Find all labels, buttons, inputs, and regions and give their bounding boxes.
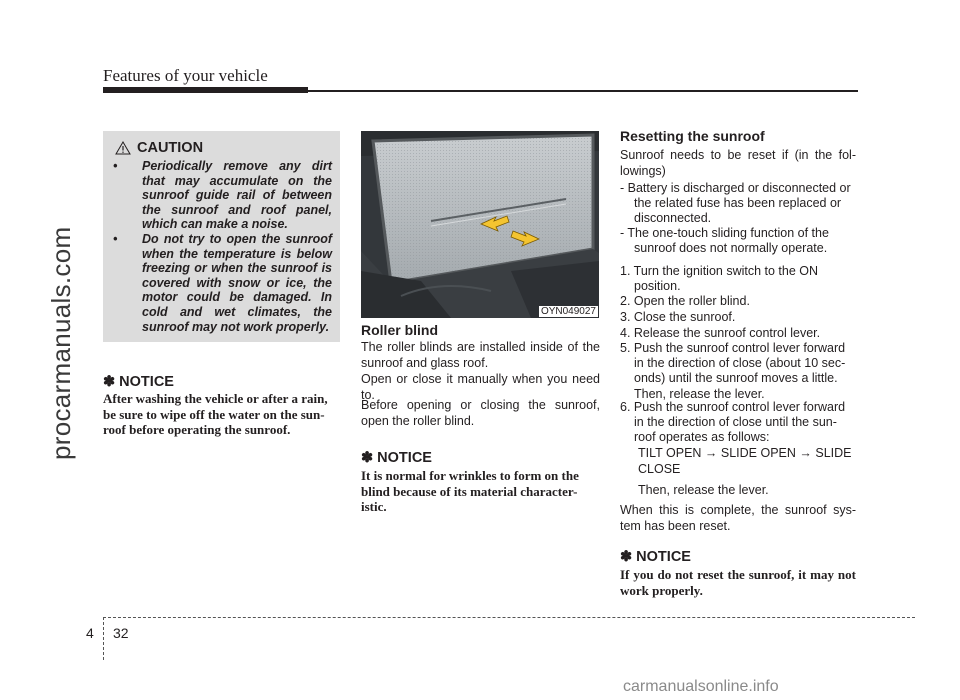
resetting-sequence: TILT OPEN → SLIDE OPEN → SLIDE CLOSE bbox=[638, 446, 852, 476]
notice-title-middle: ✽ NOTICE bbox=[361, 450, 432, 466]
chapter-number: 4 bbox=[86, 625, 94, 641]
notice-body-middle: It is normal for wrinkles to form on the blind because of its material character-istic. bbox=[361, 468, 579, 514]
roller-blind-paragraph: Open or close it manually when you need to. bbox=[361, 372, 600, 402]
notice-body-left: After washing the vehicle or after a rain, be sure to wipe off the water on the sun-roof before operating the sunroof. bbox=[103, 391, 328, 437]
caution-box bbox=[103, 131, 340, 342]
bullet-glyph: • bbox=[113, 231, 118, 246]
resetting-conclusion: When this is complete, the sunroof sys-tem has been reset. bbox=[620, 503, 856, 533]
header-rule-thick bbox=[103, 87, 308, 93]
caution-header bbox=[115, 140, 340, 156]
resetting-step: 3. Close the sunroof. bbox=[620, 310, 736, 324]
caution-list bbox=[103, 159, 340, 334]
resetting-title: Resetting the sunroof bbox=[620, 128, 765, 144]
resetting-release: Then, release the lever. bbox=[638, 483, 769, 497]
resetting-intro: Sunroof needs to be reset if (in the fol-lowings) bbox=[620, 148, 856, 178]
resetting-condition: - Battery is discharged or disconnected or the related fuse has been replaced or disconnected. bbox=[620, 181, 851, 226]
notice-body-right: If you do not reset the sunroof, it may not work properly. bbox=[620, 567, 856, 598]
sunroof-interior-illustration bbox=[361, 131, 599, 318]
caution-item bbox=[113, 232, 332, 334]
caution-title: CAUTION bbox=[137, 140, 204, 156]
watermark-side: procarmanuals.com bbox=[46, 226, 76, 460]
resetting-step: 5. Push the sunroof control lever forward in the direction of close (about 10 sec-onds) until the sunroof moves a little. Then, release the lever. bbox=[620, 341, 846, 401]
footer-rule bbox=[103, 617, 915, 618]
caution-item-text: Do not try to open the sunroof when the temperature is below freezing or when the sunroof is covered with snow or ice, the motor could be damaged. In cold and wet climates, the sunroof may not work properly. bbox=[142, 231, 332, 334]
roller-blind-paragraph: The roller blinds are installed inside of the sunroof and glass roof. bbox=[361, 340, 600, 370]
page-header-title: Features of your vehicle bbox=[103, 66, 268, 85]
roller-blind-title: Roller blind bbox=[361, 322, 438, 338]
footer-divider bbox=[103, 617, 104, 660]
resetting-step: 1. Turn the ignition switch to the ON position. bbox=[620, 264, 819, 294]
notice-title-left: ✽ NOTICE bbox=[103, 374, 174, 390]
resetting-step: 6. Push the sunroof control lever forward in the direction of close until the sun-roof operates as follows: bbox=[620, 400, 846, 445]
page-number: 32 bbox=[113, 625, 129, 641]
warning-triangle-icon bbox=[115, 141, 131, 155]
resetting-step: 2. Open the roller blind. bbox=[620, 294, 750, 308]
resetting-step: 4. Release the sunroof control lever. bbox=[620, 326, 821, 340]
header-rule-thin bbox=[308, 90, 858, 92]
roller-blind-paragraph: Before opening or closing the sunroof, open the roller blind. bbox=[361, 398, 600, 428]
resetting-condition: - The one-touch sliding function of the sunroof does not normally operate. bbox=[620, 226, 829, 256]
watermark-bottom: carmanualsonline.info bbox=[623, 678, 779, 695]
notice-title-right: ✽ NOTICE bbox=[620, 549, 691, 565]
sunroof-photo bbox=[361, 131, 599, 318]
caution-item-text: Periodically remove any dirt that may accumulate on the sunroof guide rail of between the sunroof and roof panel, which can make a noise. bbox=[142, 159, 332, 232]
caution-item bbox=[113, 159, 332, 232]
photo-caption: OYN049027 bbox=[540, 306, 596, 317]
bullet-glyph: • bbox=[113, 159, 118, 173]
